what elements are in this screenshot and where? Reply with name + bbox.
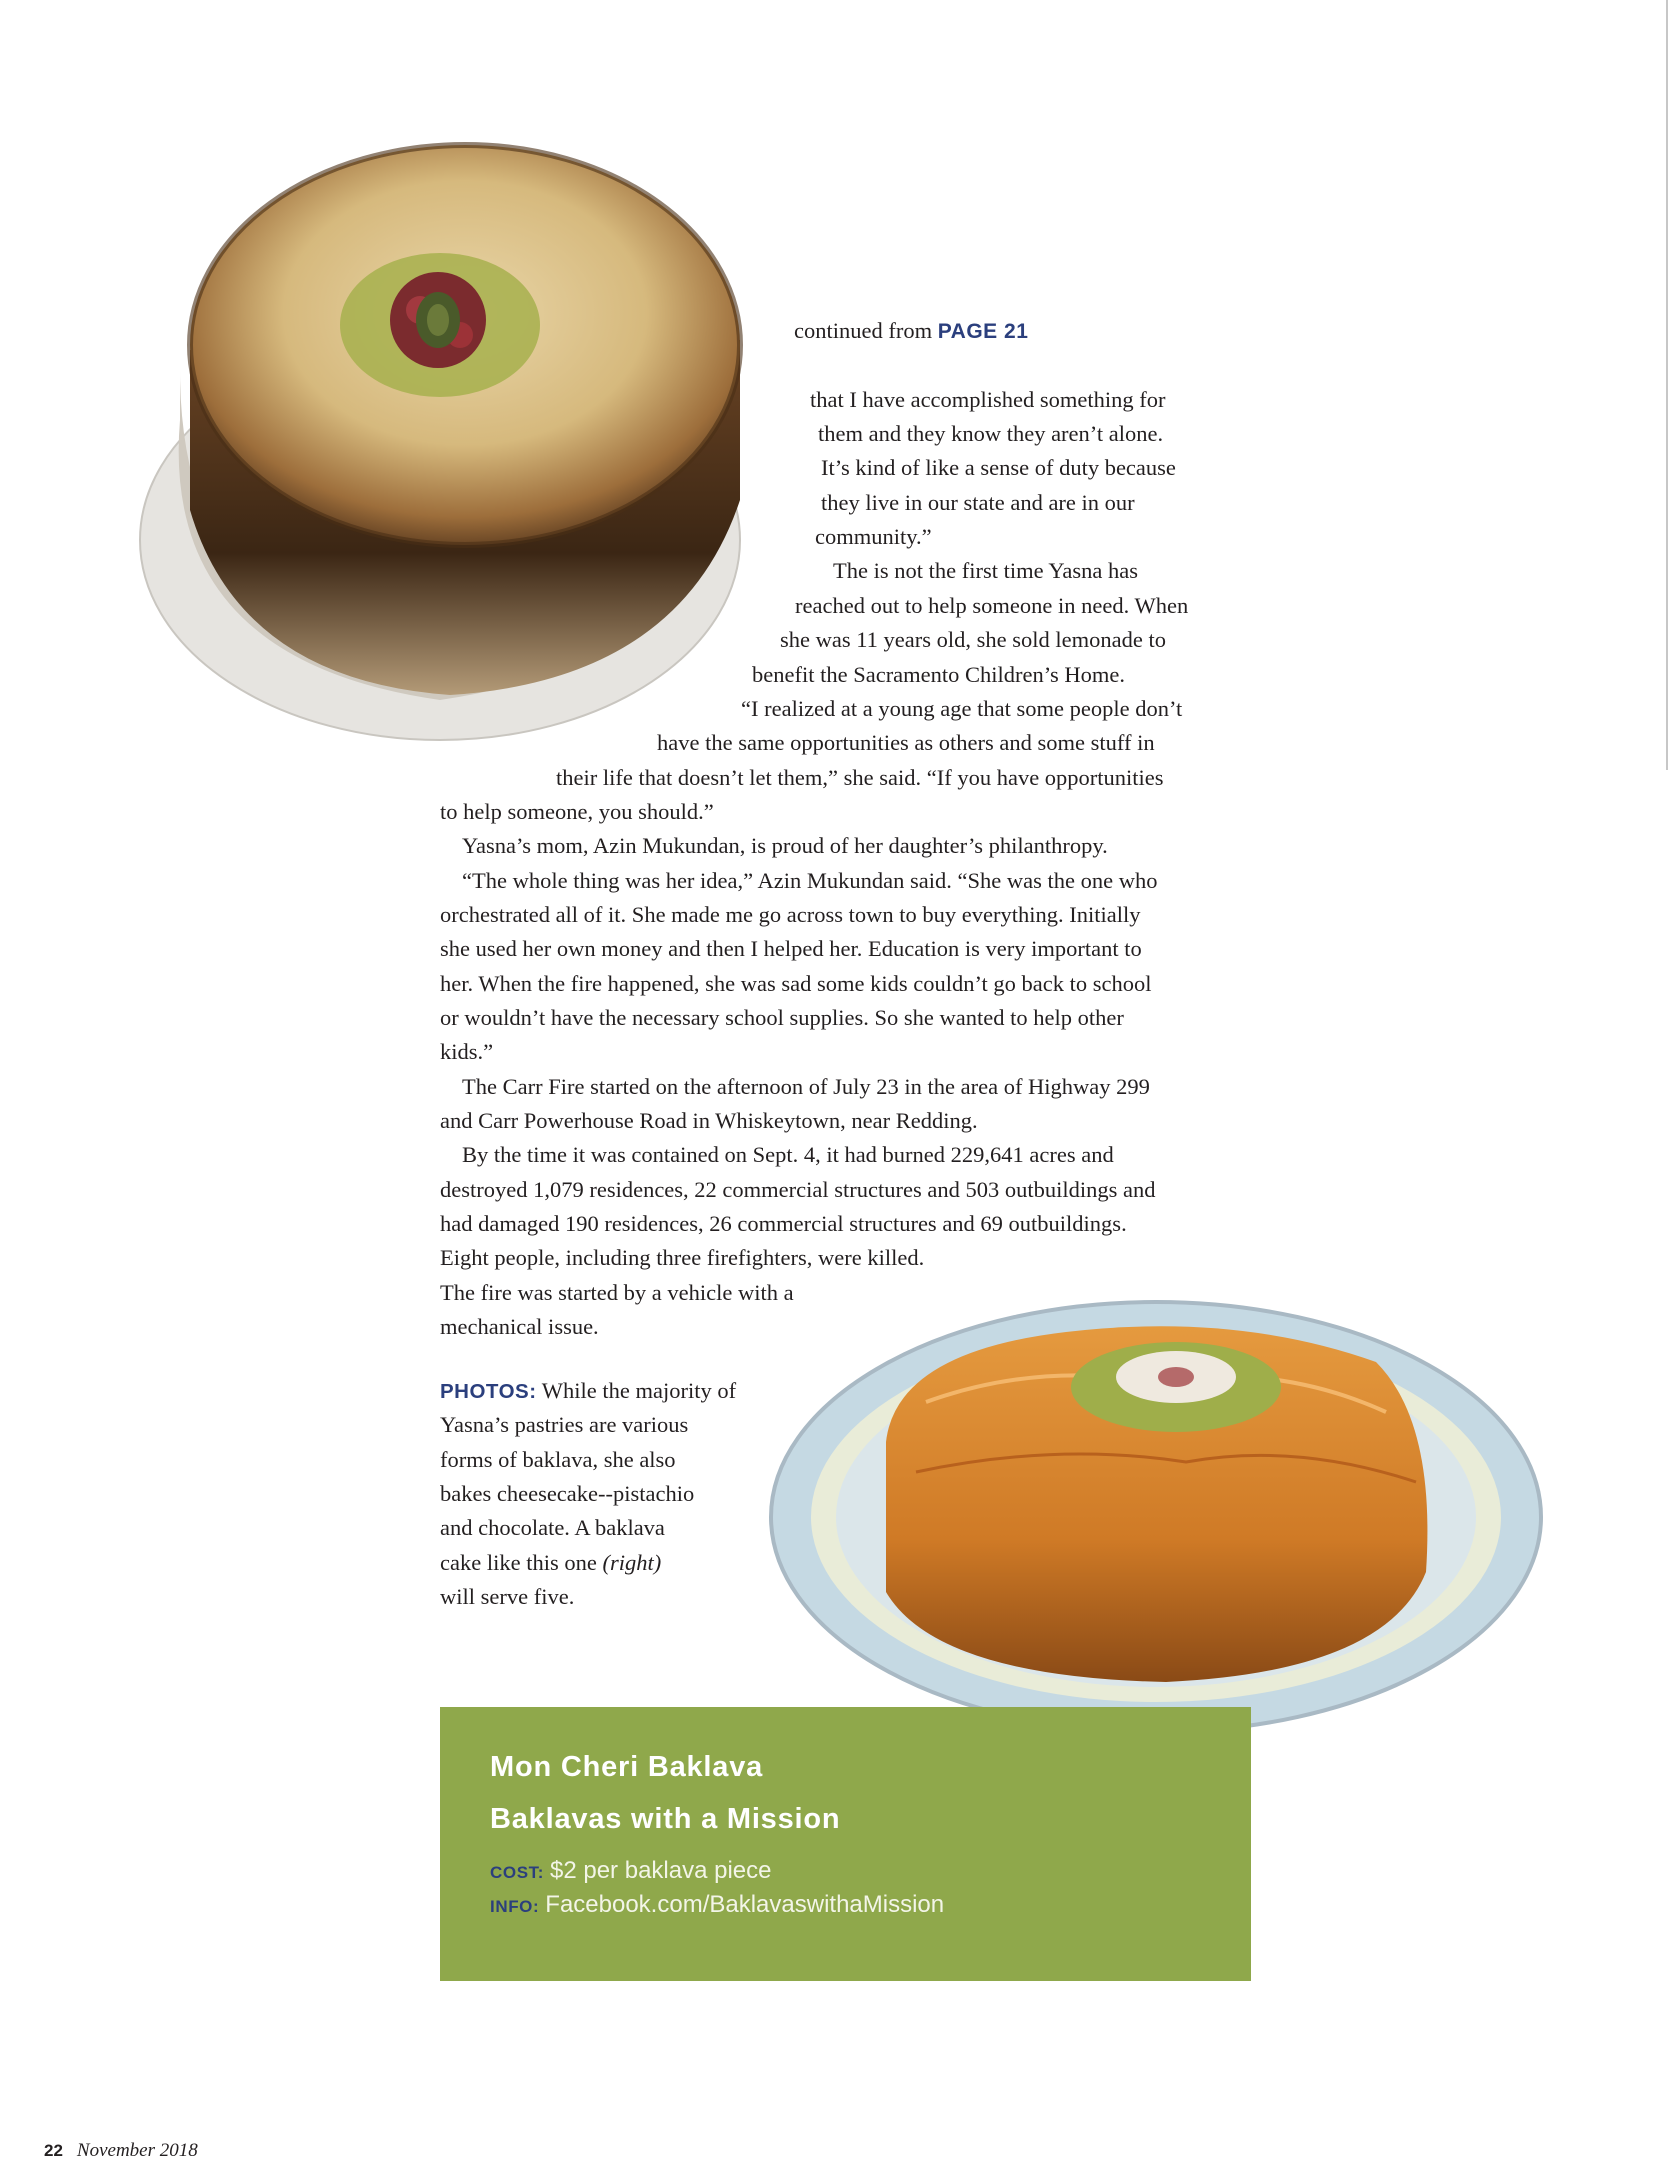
- article-line: benefit the Sacramento Children’s Home.: [752, 662, 1126, 687]
- article-line: The Carr Fire started on the afternoon of July 23 in the area of Highway 299: [462, 1074, 1150, 1099]
- article-line: community.”: [815, 524, 932, 549]
- article-line: mechanical issue.: [440, 1314, 599, 1339]
- continued-prefix: continued from: [794, 318, 938, 343]
- business-name: Mon Cheri Baklava: [490, 1751, 764, 1783]
- article-line: kids.”: [440, 1039, 494, 1064]
- article-line: had damaged 190 residences, 26 commercial structures and 69 outbuildings.: [440, 1211, 1127, 1236]
- article-line: she was 11 years old, she sold lemonade to: [780, 627, 1166, 652]
- business-info-box: [440, 1707, 1251, 1981]
- article-line: to help someone, you should.”: [440, 799, 714, 824]
- article-line: The is not the first time Yasna has: [833, 558, 1138, 583]
- page-edge-rule: [1666, 0, 1668, 770]
- article-line: her. When the fire happened, she was sad some kids couldn’t go back to school: [440, 971, 1152, 996]
- caption-text: While the majority of: [536, 1378, 737, 1403]
- article-line: that I have accomplished something for: [810, 387, 1166, 412]
- caption-line: and chocolate. A baklava: [440, 1515, 665, 1540]
- article-line: “I realized at a young age that some people don’t: [741, 696, 1183, 721]
- article-line: their life that doesn’t let them,” she said. “If you have opportunities: [556, 765, 1164, 790]
- article-line: By the time it was contained on Sept. 4, it had burned 229,641 acres and: [462, 1142, 1114, 1167]
- article-line: them and they know they aren’t alone.: [818, 421, 1164, 446]
- article-line: destroyed 1,079 residences, 22 commercial structures and 503 outbuildings and: [440, 1177, 1156, 1202]
- article-line: Yasna’s mom, Azin Mukundan, is proud of her daughter’s philanthropy.: [462, 833, 1108, 858]
- article-line: “The whole thing was her idea,” Azin Mukundan said. “She was the one who: [462, 868, 1158, 893]
- continued-from-line: [794, 314, 1028, 349]
- page-reference-link[interactable]: PAGE 21: [937, 320, 1029, 343]
- caption-line: forms of baklava, she also: [440, 1447, 676, 1472]
- article-line: orchestrated all of it. She made me go across town to buy everything. Initially: [440, 902, 1141, 927]
- article-line: or wouldn’t have the necessary school supplies. So she wanted to help other: [440, 1005, 1124, 1030]
- caption-line: bakes cheesecake--pistachio: [440, 1481, 695, 1506]
- info-row: [490, 1891, 944, 1919]
- page-folio: [44, 2140, 198, 2162]
- caption-line: will serve five.: [440, 1584, 575, 1609]
- page-number: 22: [44, 2141, 63, 2160]
- article-line: reached out to help someone in need. When: [795, 593, 1189, 618]
- article-line: she used her own money and then I helped her. Education is very important to: [440, 936, 1142, 961]
- caption-line: [440, 1374, 736, 1409]
- info-label: INFO:: [490, 1897, 540, 1916]
- issue-date: November 2018: [76, 2140, 198, 2161]
- article-line: It’s kind of like a sense of duty because: [821, 455, 1176, 480]
- caption-italic: (right): [602, 1550, 662, 1575]
- article-line: Eight people, including three firefighters, were killed.: [440, 1245, 925, 1270]
- caption-label: PHOTOS:: [440, 1380, 537, 1403]
- article-line: and Carr Powerhouse Road in Whiskeytown, near Redding.: [440, 1108, 978, 1133]
- article-line: The fire was started by a vehicle with a: [440, 1280, 794, 1305]
- cheesecake-photo: [120, 120, 800, 760]
- facebook-link[interactable]: Facebook.com/BaklavaswithaMission: [545, 1891, 945, 1918]
- caption-line: Yasna’s pastries are various: [440, 1412, 689, 1437]
- business-tagline: Baklavas with a Mission: [490, 1803, 841, 1835]
- baklava-cake-photo: [736, 1272, 1556, 1742]
- cost-label: COST:: [490, 1863, 544, 1882]
- article-line: have the same opportunities as others and some stuff in: [657, 730, 1155, 755]
- cost-value: $2 per baklava piece: [550, 1857, 772, 1884]
- article-line: they live in our state and are in our: [821, 490, 1135, 515]
- caption-line: [440, 1546, 661, 1580]
- caption-text: cake like this one: [440, 1550, 603, 1575]
- cost-row: [490, 1857, 771, 1885]
